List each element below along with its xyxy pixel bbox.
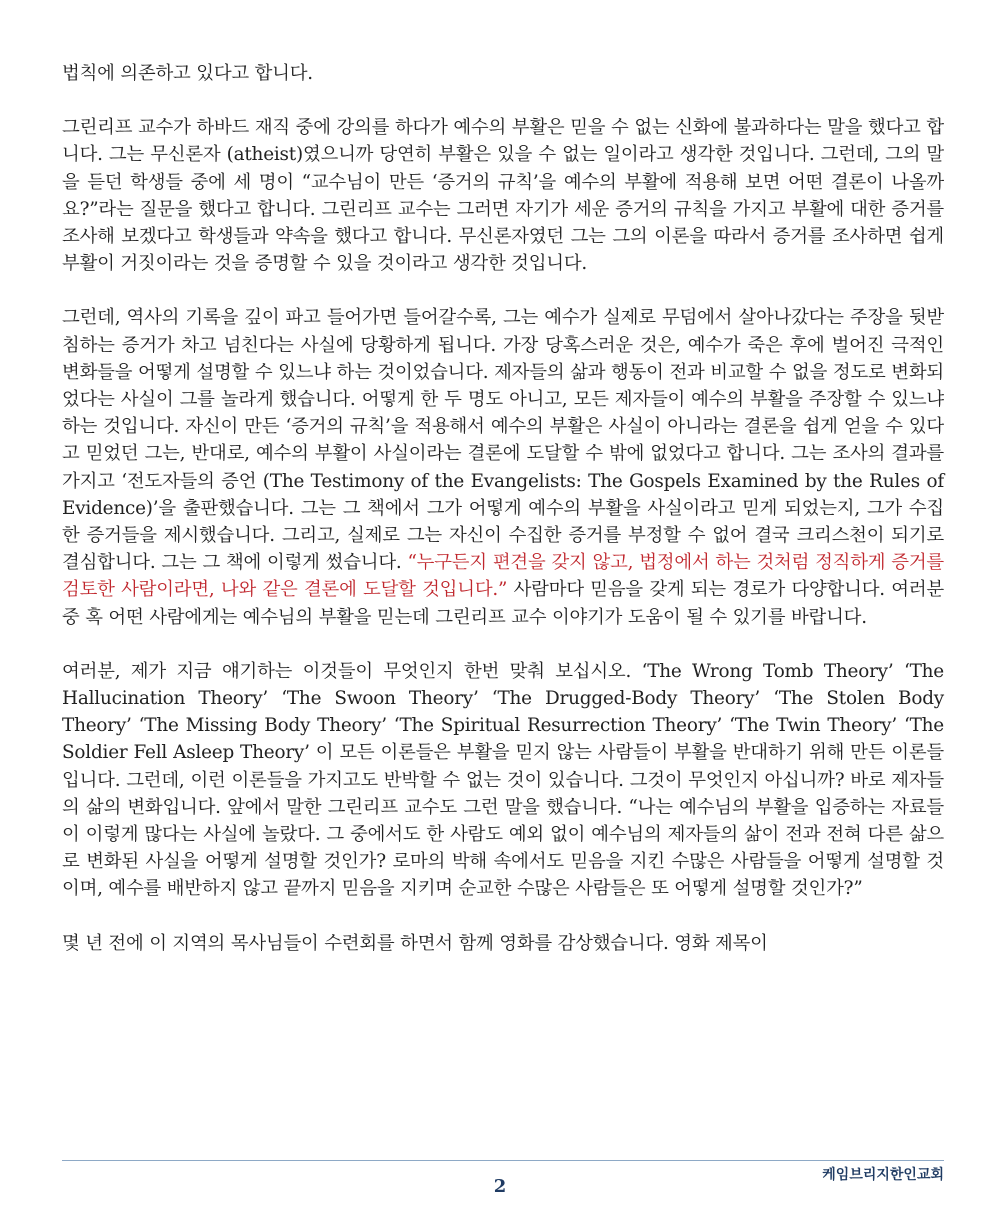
paragraph-retreat-movie: 몇 년 전에 이 지역의 목사님들이 수련회를 하면서 함께 영화를 감상했습니다. 영화 제목이 [62, 932, 768, 954]
document-body [62, 60, 944, 957]
paragraph-text-after-quote: 사람마다 믿음을 갖게 되는 경로가 다양합니다. 여러분 중 혹 어떤 사람에게는 예수님의 부활을 믿는데 그린리프 교수 이야기가 도움이 될 수 있기를 바랍니다. [62, 579, 944, 628]
paragraph-resurrection-theories: 여러분, 제가 지금 얘기하는 이것들이 무엇인지 한번 맞춰 보십시오. ‘The Wrong Tomb Theory’ ‘The Hallucination Theory’ ‘The Swoon Theory’ ‘The Drugged-Body Theory’ ‘The Stolen Body Theory’ ‘The Missing Body Theory’ ‘The Spiritual Resurrection Theory’ ‘The Twin Theory’ ‘The Soldier Fell Asleep Theory’ 이 모든 이론들은 부활을 믿지 않는 사람들이 부활을 반대하기 위해 만든 이론들입니다. 그런데, 이런 이론들을 가지고도 반박할 수 없는 것이 있습니다. 그것이 무엇인지 아십니까? 바로 제자들의 삶의 변화입니다. 앞에서 말한 그린리프 교수도 그런 말을 했습니다. “나는 예수님의 부활을 입증하는 자료들이 이렇게 많다는 사실에 놀랐다. 그 중에서도 한 사람도 예외 없이 예수님의 제자들의 삶이 전과 전혀 다른 삶으로 변화된 사실을 어떻게 설명할 것인가? 로마의 박해 속에서도 믿음을 지킨 수많은 사람들을 어떻게 설명할 것이며, 예수를 배반하지 않고 끝까지 믿음을 지키며 순교한 수많은 사람들은 또 어떻게 설명할 것인가?” [62, 660, 944, 900]
paragraph-greenleaf-investigation [62, 304, 944, 630]
church-name: 케임브리지한인교회 [822, 1167, 944, 1183]
page-number: 2 [493, 1176, 507, 1197]
paragraph-intro-line: 법칙에 의존하고 있다고 합니다. [62, 63, 313, 84]
footer-divider [62, 1160, 944, 1161]
paragraph-greenleaf-lecture: 그린리프 교수가 하바드 재직 중에 강의를 하다가 예수의 부활은 믿을 수 없는 신화에 불과하다는 말을 했다고 합니다. 그는 무신론자 (atheist)였으니까 당연히 부활은 있을 수 없는 일이라고 생각한 것입니다. 그런데, 그의 말을 듣던 학생들 중에 세 명이 “교수님이 만든 ‘증거의 규칙’을 예수의 부활에 적용해 보면 어떤 결론이 나올까요?”라는 질문을 했다고 합니다. 그린리프 교수는 그러면 자기가 세운 증거의 규칙을 가지고 부활에 대한 증거를 조사해 보겠다고 학생들과 약속을 했다고 합니다. 무신론자였던 그는 그의 이론을 따라서 증거를 조사하면 쉽게 부활이 거짓이라는 것을 증명할 수 있을 것이라고 생각한 것입니다. [62, 117, 944, 275]
paragraph-text-before-quote: 그런데, 역사의 기록을 깊이 파고 들어가면 들어갈수록, 그는 예수가 실제로 무덤에서 살아나갔다는 주장을 뒷받침하는 증거가 차고 넘친다는 사실에 당황하게 됩니다. 가장 당혹스러운 것은, 예수가 죽은 후에 벌어진 극적인 변화들을 어떻게 설명할 수 있느냐 하는 것이었습니다. 제자들의 삶과 행동이 전과 비교할 수 없을 정도로 변화되었다는 사실이 그를 놀라게 했습니다. 어떻게 한 두 명도 아니고, 모든 제자들이 예수의 부활을 주장할 수 있느냐 하는 것입니다. 자신이 만든 ‘증거의 규칙’을 적용해서 예수의 부활은 사실이 아니라는 결론을 쉽게 얻을 수 있다고 믿었던 그는, 반대로, 예수의 부활이 사실이라는 결론에 도달할 수 밖에 없었다고 합니다. 그는 조사의 결과를 가지고 ‘전도자들의 증언 (The Testimony of the Evangelists: The Gospels Examined by the Rules of Evidence)’을 출판했습니다. 그는 그 책에서 그가 어떻게 예수의 부활을 사실이라고 믿게 되었는지, 그가 수집한 증거들을 제시했습니다. 그리고, 실제로 그는 자신이 수집한 증거를 부정할 수 없어 결국 크리스천이 되기로 결심합니다. 그는 그 책에 이렇게 썼습니다. [62, 307, 944, 574]
highlighted-quote: “누구든지 편견을 갖지 않고, 법정에서 하는 것처럼 정직하게 증거를 검토한 사람이라면, 나와 같은 결론에 도달할 것입니다.” [62, 552, 944, 601]
